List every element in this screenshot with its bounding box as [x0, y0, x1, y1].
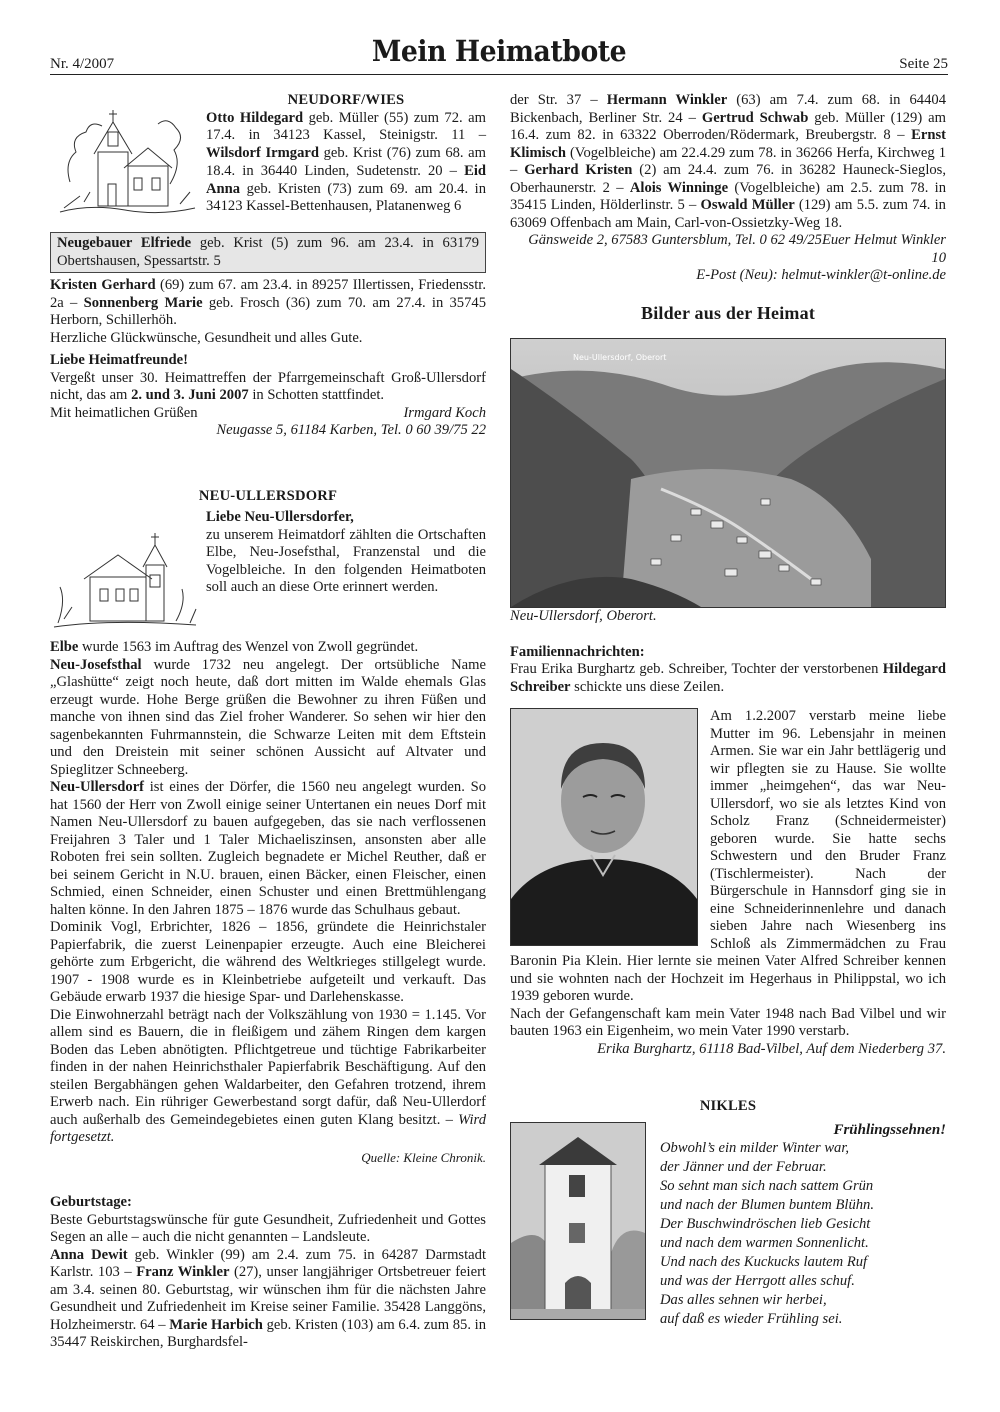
masthead-logo: Mein Heimatbote — [371, 34, 627, 68]
entry-text: geb. Krist (5) zum 96. am 23.4. in 63179 Obertshausen, Spessartstr. 5 — [57, 235, 480, 269]
place-name: Neu-Josefsthal — [50, 656, 142, 673]
intro-paragraph: zu unserem Heimatdorf zählten die Ortschaften Elbe, Neu-Josefsthal, Franzenstal und die Vogelbleiche. In den folgenden Heimatboten soll auch an diese Orte erinnert werden. — [206, 526, 486, 595]
birthdays-heading: Geburtstage: — [50, 1194, 132, 1210]
entry-text: (2) am 24.4. zum 76. in 36282 Hauneck-Sieglos, Oberhaunerstr. 2 – — [510, 162, 947, 196]
letter-signature: Erika Burghartz, 61118 Bad-Vilbel, Auf dem Niederberg 37. — [597, 1040, 946, 1057]
family-news-heading: Familiennachrichten: — [510, 643, 645, 660]
right-column — [510, 92, 946, 1329]
signature-name: Irmgard Koch — [403, 404, 486, 421]
person-name: Gertrud Schwab — [701, 109, 809, 126]
entry-text: schickte uns diese Zeilen. — [570, 678, 725, 695]
signature-name: Euer Helmut Winkler — [821, 232, 946, 248]
person-name: Wilsdorf Irmgard — [206, 145, 319, 162]
friends-heading: Liebe Heimatfreunde! — [50, 352, 188, 368]
entry-text: ist eines der Dörfer, die 1560 neu angelegt wurden. So hat 1560 der Herr von Zwoll einige seiner Untertanen ein neues Dorf mit Namen Neu-Ullersdorf zu bauen aufgegeben, das sie nach verflossenen Freijahren 3 Taler und 1 Taler Michaeliszinsen, ansonsten aber alle Roboten frei sein sollten. Zugleich begnadete er Michel Reuther, daß er bei seinem Gericht in N.U. brauen, einen Bäcker, einen Fleischer, einen Schmied, einen Schneider, einen Schuster und einen Brettmühlengang halten könne. In den Jahren 1875 – 1876 wurde das Schulhaus gebaut. — [50, 779, 486, 918]
entry-text: geb. Kristen (73) zum 69. am 20.4. in 34123 Kassel-Bettenhausen, Platanenweg 6 — [206, 180, 486, 215]
section-neu-ullersdorf — [50, 488, 486, 1167]
entry-text: (63) am 7.4. zum 68. in 64404 Bickenbach, Berliner Str. 24 – — [510, 92, 946, 126]
portrait-photo-icon — [510, 708, 698, 946]
entry-text: (Vogelbleiche) am 22.4.29 zum 78. in 36266 Herfa, Kirchweg 1 – — [510, 144, 946, 178]
poem-line: So sehnt man sich nach sattem Grün — [660, 1178, 874, 1194]
person-name: Neugebauer Elfriede — [57, 235, 192, 251]
meeting-date: 2. und 3. Juni 2007 — [131, 387, 249, 403]
person-name: Franz Winkler — [136, 1264, 230, 1280]
person-name: Hildegard Schreiber — [510, 661, 946, 695]
section-title-neu-ullersdorf: NEU-ULLERSDORF — [198, 487, 338, 504]
neu-josefsthal-paragraph — [50, 657, 486, 780]
issue-number: Nr. 4/2007 — [50, 56, 115, 72]
entry-text: Die Einwohnerzahl beträgt nach der Volkszählung von 1930 = 1.145. Vor allem sind es Bauern, die in fleißigem und zähem Ringen dem kargen Boden das Leben abnötigten. Pflichtgetreue und tüchtige Fabrikarbeiter finden in der nahen Heinrichsthaler Papierfabrik Beschäftigung. Auf den steilen Bergabhängen gehen Waldarbeiter, den Gefahren trotzend, ihrem Erwerb nach. Ein rühriger Gewerbestand sorgt dafür, daß Neu-Ullerdorf auch außerhalb des Gemeindegebietes einen guten Klang besitzt. – — [50, 1006, 486, 1128]
valley-photo-icon — [510, 338, 946, 608]
family-news-intro — [510, 661, 946, 696]
poem-line: Das alles sehnen wir herbei, — [660, 1292, 827, 1308]
person-name: Hermann Winkler — [606, 92, 728, 108]
church-tower-photo-icon — [510, 1122, 646, 1320]
photo-caption: Neu-Ullersdorf, Oberort. — [510, 608, 657, 624]
section-title-nikles: NIKLES — [699, 1098, 757, 1114]
poem-line: und was der Herrgott alles schuf. — [660, 1273, 855, 1289]
poem-line: der Jänner und der Februar. — [660, 1159, 827, 1175]
entry-text: geb. Winkler (99) am 2.4. zum 75. in 64287 Darmstadt Karlstr. 103 – — [50, 1246, 486, 1280]
to-be-continued: Wird fortgesetzt. — [50, 1111, 486, 1145]
birthdays-continued — [510, 92, 947, 248]
page-header — [50, 28, 948, 75]
neudorf-birthday-list-2 — [50, 277, 486, 330]
poem-title: Frühlingssehnen! — [833, 1121, 946, 1138]
birthdays-intro: Beste Geburtstagswünsche für gute Gesundheit, Zufriedenheit und Gottes Segen an alle – auch die nicht genannten – Landsleute. — [50, 1211, 486, 1245]
place-name: Neu-Ullersdorf — [50, 779, 145, 795]
closing-text: Mit heimatlichen Grüßen — [50, 404, 198, 421]
poem-line: Der Buschwindröschen lieb Gesicht — [660, 1216, 871, 1232]
section-title-neudorf: NEUDORF/WIES — [287, 92, 405, 108]
elbe-paragraph — [50, 639, 486, 657]
entry-text: geb. Müller (55) zum 72. am 17.4. in 34123 Kassel, Steinigstr. 11 – — [206, 109, 486, 144]
signature-address: Gänsweide 2, 67583 Guntersblum, Tel. 0 62 49/25 10 — [528, 232, 946, 266]
salutation: Liebe Neu-Ullersdorfer, — [206, 509, 354, 525]
person-name: Sonnenberg Marie — [83, 294, 203, 311]
poem-line: und nach der Blumen buntem Blühn. — [660, 1197, 875, 1213]
entry-text: wurde 1732 neu angelegt. Der ortsübliche Name „Glashütte“ zeigt noch heute, daß dort mitten im Walde ehemals Glas erzeugt wurde. Hohe Berge grüßen die Bewohner zu ihren Füßen und manche von ihnen sind das Ziel froher Wanderer. So sehen wir hier den sagenbekannten Fuhrmannstein, die Schwarze Leiten mit dem Eftstein und den Dreistein mit seiner schönen Aussicht auf Altvater und Spieglitzer Schneeberg. — [50, 656, 486, 778]
letter-paragraph-1: Am 1.2.2007 verstarb meine liebe Mutter im 96. Lebensjahr in meinen Armen. Sie war ein Jahr bettlägerig und wir pflegten sie zu Hause. Sie wollte immer „heimgehen“, das war Neu-Ullersdorf, wo sie als letztes Kind von Scholz Franz (Schneidermeister) geboren wurde. Sie hatte sechs Schwestern und den Bruder Franz (Tischlermeister). Nach der Bürgerschule in Hannsdorf ging sie in eine Schneiderinnenlehre und danach sieben Jahre nach Wiesenberg ins Schloß als Zimmermädchen zu Frau Baronin Pia Klein. Hier lernte sie meinen Vater Alfred Schreiber kennen und sie wohnten nach der Hochzeit im Hegerhaus in Philippstal, wo ich 1939 geboren wurde. — [510, 708, 946, 1004]
section-birthdays — [50, 1194, 486, 1352]
signature-email: E-Post (Neu): helmut-winkler@t-online.de — [696, 267, 946, 283]
left-column — [50, 92, 486, 1352]
entry-text: (69) zum 67. am 23.4. in 89257 Illertissen, Friedensstr. 2a – — [50, 277, 486, 311]
poem-line: Und nach des Kuckucks lautem Ruf — [660, 1254, 868, 1270]
poem-line: Obwohl’s ein milder Winter war, — [660, 1140, 850, 1156]
person-name: Oswald Müller — [700, 197, 795, 213]
person-name: Alois Winninge — [629, 179, 729, 196]
entry-text: geb. Kristen (103) am 6.4. zum 85. in 35447 Reiskirchen, Burghardsfel- — [50, 1316, 486, 1350]
source-note: Quelle: Kleine Chronik. — [361, 1149, 486, 1165]
highlight-box — [50, 232, 486, 273]
entry-text: geb. Müller (129) am 16.4. zum 82. in 63322 Oberroden/Rödermark, Breubergstr. 8 – — [510, 109, 946, 143]
poem-line: auf daß es wieder Frühling sei. — [660, 1311, 843, 1327]
person-name: Anna Dewit — [50, 1246, 128, 1263]
person-name: Marie Harbich — [169, 1316, 263, 1333]
entry-text: der Str. 37 – — [510, 92, 607, 108]
greeting-line: Herzliche Glückwünsche, Gesundheit und alles Gute. — [50, 329, 363, 346]
person-name: Eid Anna — [206, 162, 486, 197]
population-paragraph — [50, 1007, 486, 1147]
entry-text: Vergeßt unser 30. Heimattreffen der Pfarrgemeinschaft Groß-Ullersdorf nicht, das am — [50, 369, 486, 403]
friends-text — [50, 370, 486, 405]
vogl-paragraph: Dominik Vogl, Erbrichter, 1826 – 1856, gründete die Heinrichstaler Papierfabrik, die zuerst Leinenpapier erzeugte. Auch eine Bleicherei gehörte zum Erbgericht, die während des Weltkrieges stillgelegt wurde. 1907 - 1908 wurde es in Kleinbetriebe aufgeteilt und verkauft. Das Gebäude erwarb 1937 die hiesige Spar- und Darlehenskasse. — [50, 919, 486, 1005]
letter-paragraph-2: Nach der Gefangenschaft kam mein Vater 1948 nach Bad Vilbel und wir bauten 1963 ein Eigenheim, wo mein Vater 1990 verstarb. — [510, 1005, 946, 1039]
neu-ullersdorf-paragraph — [50, 779, 486, 919]
entry-text: geb. Krist (76) zum 68. am 18.4. in 36440 Linden, Sudetenstr. 20 – — [206, 145, 486, 179]
photo-inscription: Neu-Ullersdorf, Oberort — [573, 353, 667, 362]
entry-text: (129) am 5.5. zum 74. in 63069 Offenbach am Main, Carl-von-Ossietzky-Weg 18. — [510, 197, 946, 231]
entry-text: in Schotten stattfindet. — [248, 387, 385, 403]
chapel-sketch-icon — [50, 523, 200, 635]
person-name: Kristen Gerhard — [50, 277, 156, 293]
person-name: Ernst Klimisch — [510, 127, 946, 161]
section-title-bilder: Bilder aus der Heimat — [640, 302, 816, 323]
entry-text: wurde 1563 im Auftrag des Wenzel von Zwoll gegründet. — [78, 639, 419, 655]
birthdays-list — [50, 1247, 486, 1352]
church-sketch-icon — [50, 92, 200, 224]
place-name: Elbe — [50, 639, 79, 655]
entry-text: geb. Frosch (36) zum 70. am 27.4. in 35745 Herborn, Schillerhöh. — [50, 294, 486, 328]
entry-text: (27), unser langjähriger Ortsbetreuer feiert am 3.4. seinen 80. Geburtstag, wir wünschen ihm für die nächsten Jahre Gesundheit und Zufriedenheit im Kreise seiner Familie. 35428 Langgöns, Holzheimerstr. 64 – — [50, 1264, 486, 1333]
section-neudorf — [50, 92, 486, 440]
poem-line: und nach dem warmen Sonnenlicht. — [660, 1235, 869, 1251]
page-number: Seite 25 — [899, 56, 948, 72]
person-name: Gerhard Kristen — [524, 162, 633, 178]
signature-address: Neugasse 5, 61184 Karben, Tel. 0 60 39/75 22 — [216, 422, 486, 438]
entry-text: (Vogelbleiche) am 2.5. zum 78. in 35415 Linden, Hölderlinstr. 5 – — [510, 179, 947, 213]
signature-line — [50, 405, 486, 423]
entry-text: Frau Erika Burghartz geb. Schreiber, Tochter der verstorbenen — [510, 661, 883, 677]
person-name: Otto Hildegard — [206, 109, 304, 126]
